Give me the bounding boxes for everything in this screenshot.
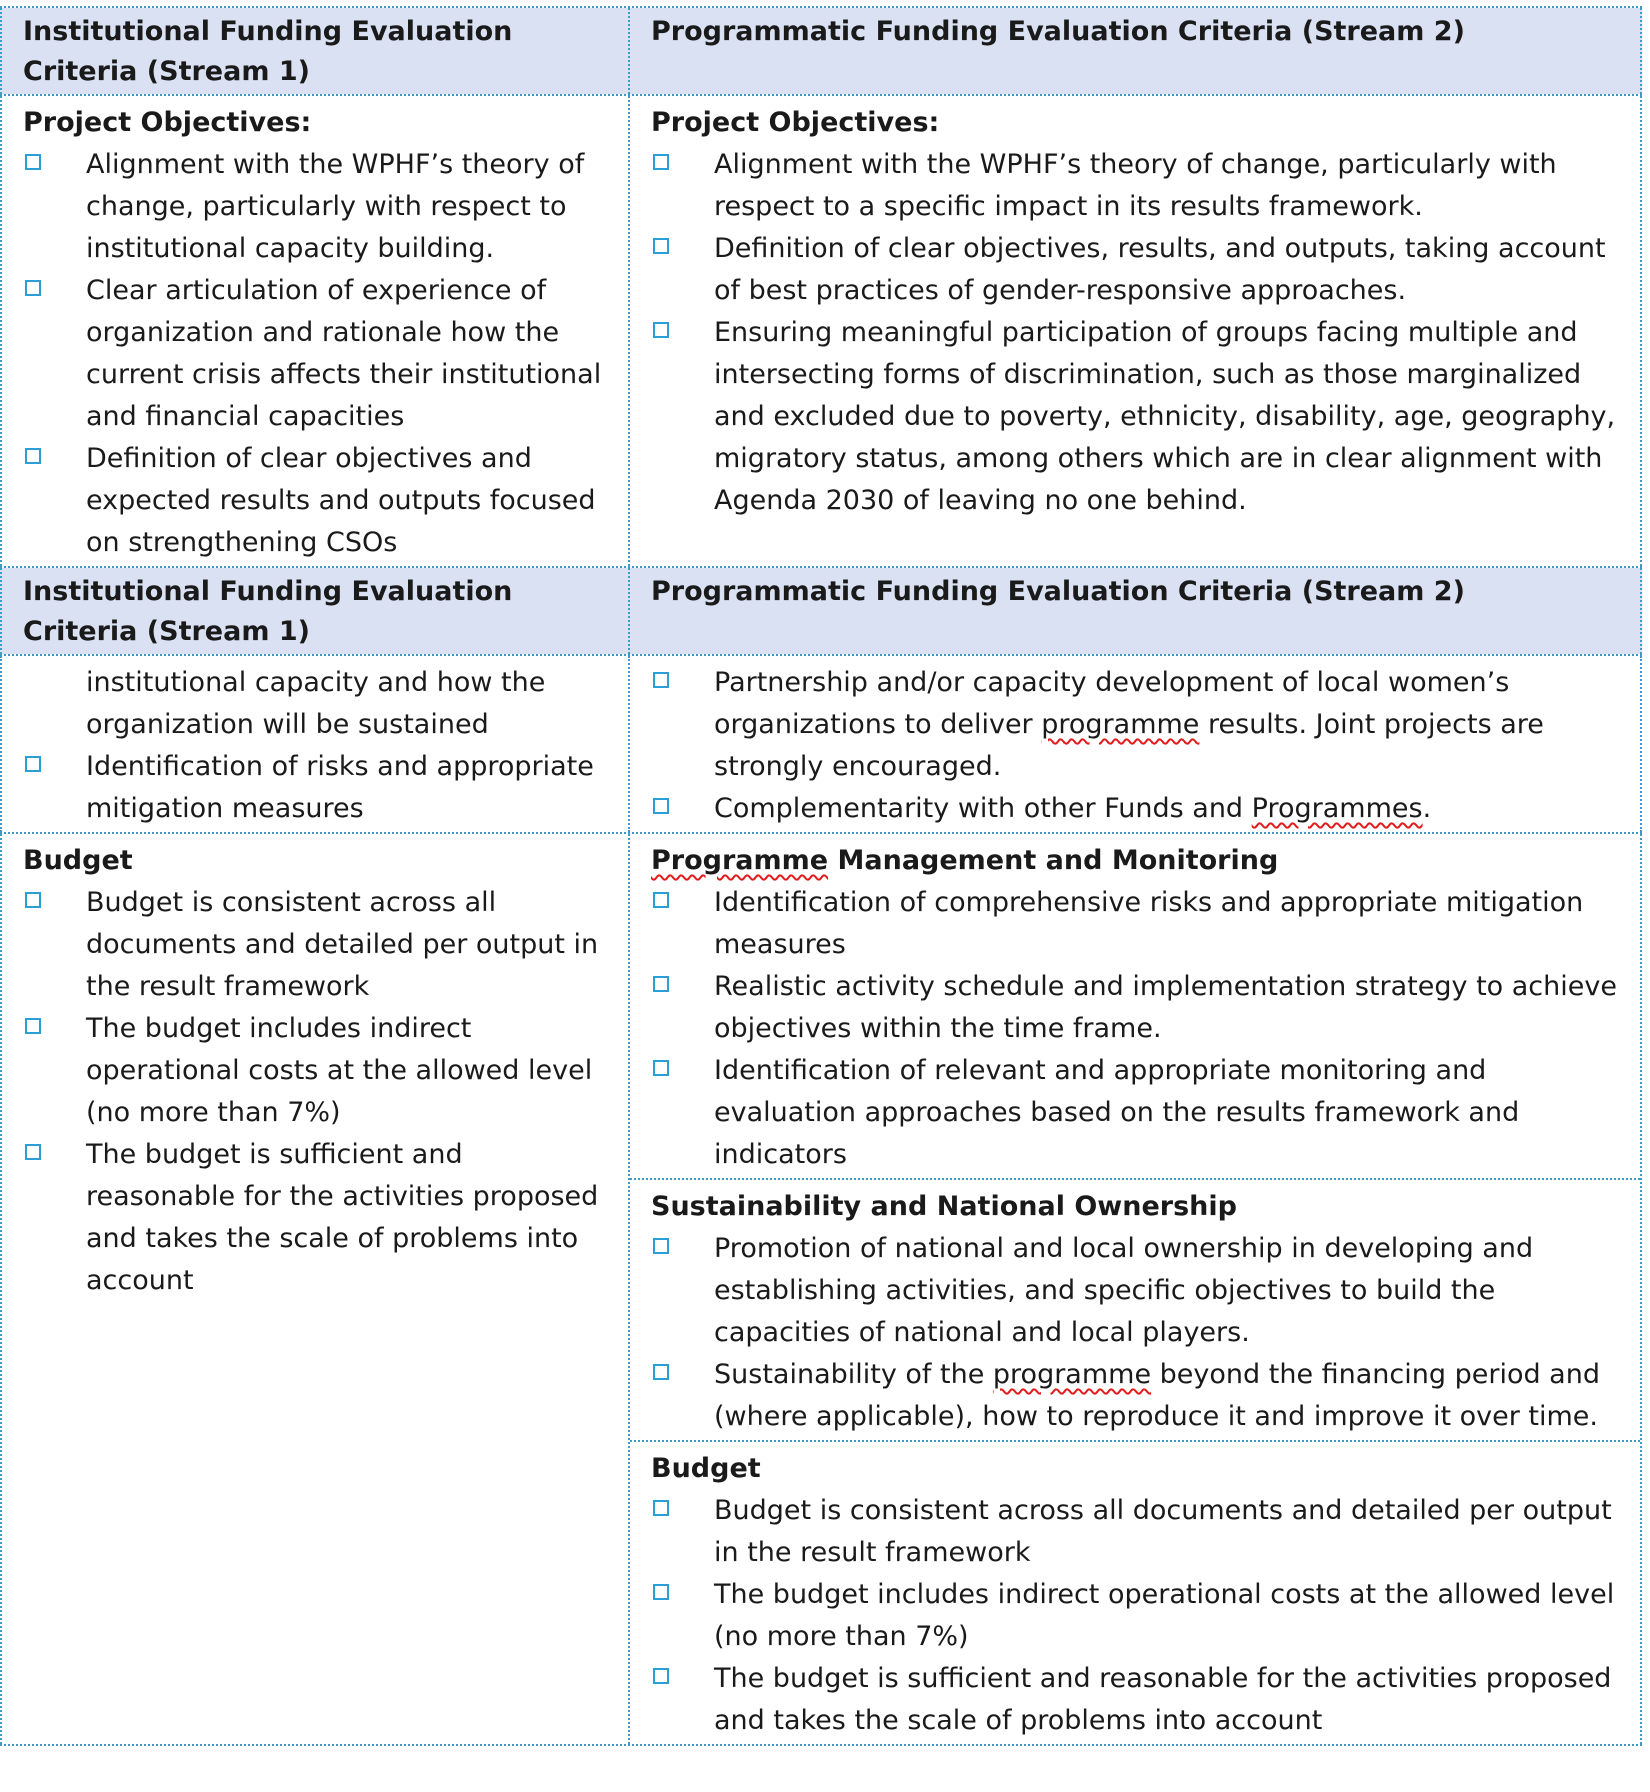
criteria-list xyxy=(651,662,1632,830)
criteria-list xyxy=(651,882,1632,1176)
stream1-project-objectives xyxy=(0,96,630,566)
stream1-budget xyxy=(0,834,630,1744)
checkbox-icon[interactable] xyxy=(653,238,669,254)
list-item: The budget is sufficient and reasonable for the activities proposed and takes the scale of problems into account xyxy=(23,1134,620,1302)
stream2-project-objectives xyxy=(630,96,1642,566)
evaluation-criteria-table xyxy=(0,6,1642,1746)
table-row xyxy=(0,96,1642,568)
section-title: Budget xyxy=(651,1453,761,1484)
checkbox-icon[interactable] xyxy=(653,1238,669,1254)
checkbox-icon[interactable] xyxy=(653,672,669,688)
header-stream-2: Programmatic Funding Evaluation Criteria (Stream 2) xyxy=(630,568,1642,654)
list-item: Sustainability of the programme beyond the financing period and (where applicable), how to reproduce it and improve it over time. xyxy=(651,1354,1632,1438)
checkbox-icon[interactable] xyxy=(653,1584,669,1600)
list-item: Budget is consistent across all documents and detailed per output in the result framework xyxy=(651,1490,1632,1574)
section-title: Programme Management and Monitoring xyxy=(651,845,1279,876)
list-item: Identification of relevant and appropriate monitoring and evaluation approaches based on the results framework and indicators xyxy=(651,1050,1632,1176)
checkbox-icon[interactable] xyxy=(653,1364,669,1380)
table-row xyxy=(0,656,1642,834)
checkbox-icon[interactable] xyxy=(25,448,41,464)
stream2-criteria-stack xyxy=(630,834,1642,1744)
checkbox-icon[interactable] xyxy=(653,154,669,170)
table-row xyxy=(0,834,1642,1746)
criteria-list xyxy=(651,1228,1632,1438)
continued-text: institutional capacity and how the organization will be sustained xyxy=(86,667,546,740)
list-item: Identification of risks and appropriate mitigation measures xyxy=(23,746,620,830)
criteria-list xyxy=(651,1490,1632,1742)
section-title: Budget xyxy=(23,845,133,876)
checkbox-icon[interactable] xyxy=(653,1060,669,1076)
header-stream-1: Institutional Funding Evaluation Criteria (Stream 1) xyxy=(0,8,630,94)
header-stream-1: Institutional Funding Evaluation Criteria (Stream 1) xyxy=(0,568,630,654)
table-header-row-repeat xyxy=(0,568,1642,656)
checkbox-icon[interactable] xyxy=(653,892,669,908)
list-item: Alignment with the WPHF’s theory of change, particularly with respect to a specific impact in its results framework. xyxy=(651,144,1632,228)
list-item: Promotion of national and local ownership in developing and establishing activities, and specific objectives to build the capacities of national and local players. xyxy=(651,1228,1632,1354)
criteria-list xyxy=(651,144,1632,522)
checkbox-icon[interactable] xyxy=(653,1668,669,1684)
section-title: Sustainability and National Ownership xyxy=(651,1191,1237,1222)
criteria-list xyxy=(23,882,620,1302)
checkbox-icon[interactable] xyxy=(653,1500,669,1516)
list-item: The budget is sufficient and reasonable for the activities proposed and takes the scale of problems into account xyxy=(651,1658,1632,1742)
checkbox-icon[interactable] xyxy=(653,798,669,814)
list-item: The budget includes indirect operational costs at the allowed level (no more than 7%) xyxy=(23,1008,620,1134)
list-item: Definition of clear objectives and expected results and outputs focused on strengthening CSOs xyxy=(23,438,620,564)
list-item: Clear articulation of experience of organization and rationale how the current crisis affects their institutional and financial capacities xyxy=(23,270,620,438)
checkbox-icon[interactable] xyxy=(25,280,41,296)
checkbox-icon[interactable] xyxy=(25,1018,41,1034)
stream2-programme-management xyxy=(630,834,1640,1178)
criteria-list xyxy=(23,144,620,564)
section-title: Project Objectives: xyxy=(23,107,312,138)
list-item: Complementarity with other Funds and Programmes. xyxy=(651,788,1632,830)
list-item: Definition of clear objectives, results, and outputs, taking account of best practices of gender-responsive approaches. xyxy=(651,228,1632,312)
list-item: Alignment with the WPHF’s theory of change, particularly with respect to institutional capacity building. xyxy=(23,144,620,270)
checkbox-icon[interactable] xyxy=(25,756,41,772)
stream2-budget xyxy=(630,1440,1640,1744)
checkbox-icon[interactable] xyxy=(653,322,669,338)
checkbox-icon[interactable] xyxy=(653,976,669,992)
criteria-list xyxy=(23,746,620,830)
list-item: Budget is consistent across all documents and detailed per output in the result framework xyxy=(23,882,620,1008)
stream2-sustainability xyxy=(630,1178,1640,1440)
checkbox-icon[interactable] xyxy=(25,892,41,908)
list-item: Realistic activity schedule and implementation strategy to achieve objectives within the time frame. xyxy=(651,966,1632,1050)
stream1-objectives-continued xyxy=(0,656,630,832)
section-title: Project Objectives: xyxy=(651,107,940,138)
list-item: The budget includes indirect operational costs at the allowed level (no more than 7%) xyxy=(651,1574,1632,1658)
header-stream-2: Programmatic Funding Evaluation Criteria (Stream 2) xyxy=(630,8,1642,94)
checkbox-icon[interactable] xyxy=(25,154,41,170)
list-item: Ensuring meaningful participation of groups facing multiple and intersecting forms of discrimination, such as those marginalized and excluded due to poverty, ethnicity, disability, age, geography, migratory status, among others which are in clear alignment with Agenda 2030 of leaving no one behind. xyxy=(651,312,1632,522)
list-item: Partnership and/or capacity development of local women’s organizations to deliver programme results. Joint projects are strongly encouraged. xyxy=(651,662,1632,788)
stream2-objectives-continued xyxy=(630,656,1642,832)
checkbox-icon[interactable] xyxy=(25,1144,41,1160)
table-header-row xyxy=(0,6,1642,96)
list-item: Identification of comprehensive risks and appropriate mitigation measures xyxy=(651,882,1632,966)
